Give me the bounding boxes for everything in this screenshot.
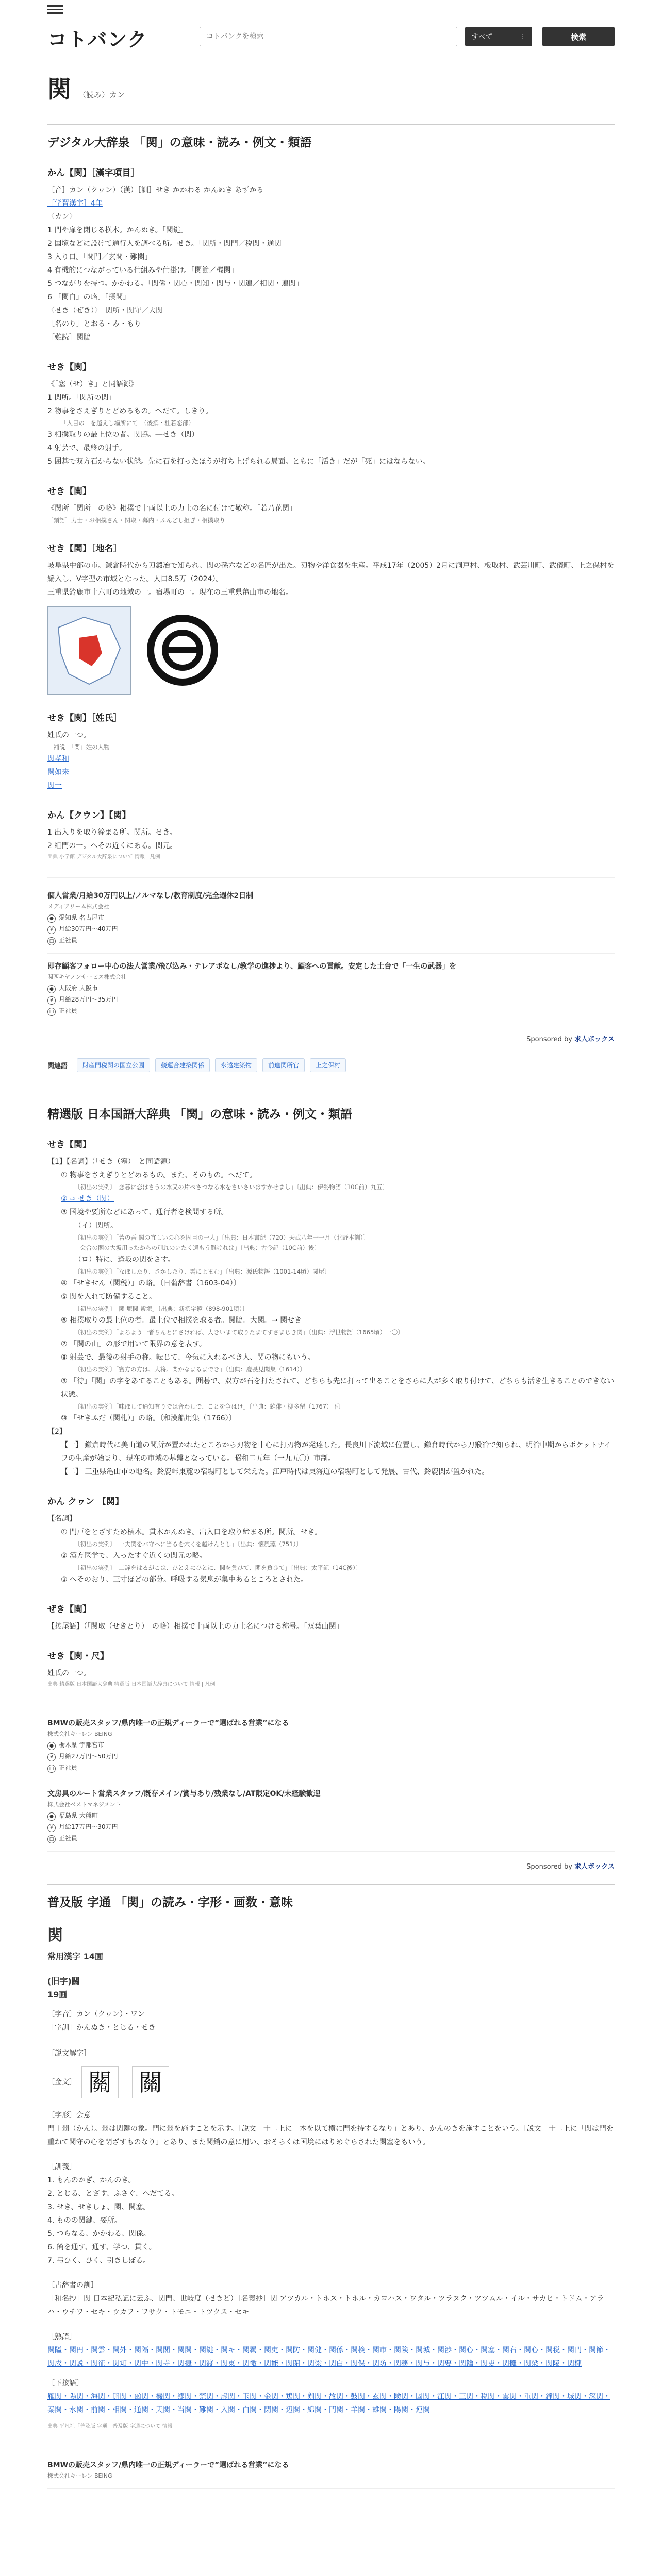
entry-line: ⑩ 「せきふだ（関札）」の略。〔和漢船用集（1766）〕	[61, 1414, 236, 1422]
job-card[interactable]	[47, 1710, 615, 1781]
yen-icon: ¥	[47, 926, 56, 934]
entry-line: ② 漢方医学で、入ったすぐ近くの関元の略。	[61, 1552, 207, 1560]
entry-heading: せき【関】	[47, 362, 91, 372]
job-place: 大阪府 大阪市	[59, 985, 98, 992]
job-card[interactable]	[47, 1781, 615, 1852]
entry-line: 1 出入りを取り締まる所。関所。せき。	[47, 828, 177, 837]
source-note: 出典 平凡社「普及版 字通」普及版 字通について 情報	[47, 2424, 173, 2429]
entry-line: 3 入り口。「関門／玄関・難関」	[47, 253, 152, 261]
entry-heading: せき【関】［地名］	[47, 544, 122, 554]
entry-example: 〔初出の実例〕「若の吾 関の宜しいの心を固目の一人」〔出典：日本書紀（720）天武八年一一月（北野本訓）〕	[74, 1234, 369, 1241]
glyph-image: 關	[81, 2066, 119, 2098]
jitsu-body: 4. ものの関鍵、要所。	[47, 2216, 122, 2225]
entry-example: 〔初出の実例〕「恋暮に恋はさうの水又の片べさつなる水をさいさいはすかせまし」〔出典：伊勢物語（10C前）九五〕	[74, 1183, 389, 1191]
job-company: メディアリーム株式会社	[47, 903, 109, 910]
site-header	[47, 0, 615, 55]
entry-heading: かん クヮン 【関】	[47, 1497, 124, 1507]
entry-line: 6 「関白」の略。「摂関」	[47, 293, 130, 301]
sponsor-label: Sponsored by	[526, 1036, 572, 1043]
entry-line: 2 国境などに設けて通行人を調べる所。せき。「関所・関門／税関・通関」	[47, 240, 289, 248]
job-pay: 月給17万円〜30万円	[59, 1823, 118, 1831]
jitsu-compounds[interactable]: 雁関・陽関・海関・開関・函関・機関・郷関・禁関・虚関・玉関・金関・鶏関・剣関・故関・鼓関・玄関・険関・固関・江関・三関・税関・雲関・重関・鐘関・城関・深関・秦関・水関・前関・相関・通関・天関・当関・難関・入関・白関・閉関・辺関・綿関・門関・羊関・雄関・陽関・連関	[47, 2393, 610, 2414]
location-icon: ●	[47, 914, 56, 923]
entry-line: 【接尾語】（「関取（せきとり）」の略）相撲で十両以上の力士名につける称号。「双葉山関」	[47, 1622, 343, 1631]
search-input[interactable]	[200, 27, 457, 46]
jitsu-body: ［下接語］	[47, 2379, 84, 2387]
headword-reading: （読み）カン	[78, 90, 125, 99]
briefcase-icon: □	[47, 1008, 56, 1016]
entry-line: 1 関所。「関所の関」	[47, 394, 116, 402]
entry-line: 4 有機的につながっている仕組みや仕掛け。「関節／機関」	[47, 266, 238, 275]
sponsor-credit[interactable]	[47, 1861, 615, 1871]
jikei-label: ［説文解字］	[47, 2049, 91, 2058]
source-note: 出典 小学館 デジタル大辞泉について 情報 | 凡例	[47, 854, 160, 860]
section-nikkoku	[47, 1096, 615, 1871]
entry-line: 《「塞（せ）き」と同語源》	[47, 380, 138, 388]
entry-line: 1 門や扉を閉じる横木。かんぬき。「関鍵」	[47, 226, 188, 234]
job-company: 関西キヤノンサービス株式会社	[47, 974, 127, 980]
person-link[interactable]: 関孝和	[47, 755, 69, 763]
entry-line: 〈せき（ぜき）〉「関所・関守／大関」	[47, 307, 170, 315]
briefcase-icon: □	[47, 937, 56, 945]
entry-example: 〔初出の実例〕「二辞をはるがこは、ひとえにひとに、関を負ひて、関を負ひて」〔出典：太平記（14C後）〕	[74, 1564, 362, 1571]
related-tag[interactable]: 上之保村	[310, 1058, 346, 1072]
jitsu-body: ［字形］会意	[47, 2111, 91, 2120]
search-scope-label: すべて	[471, 33, 493, 41]
entry-line: ① 物事をさえぎりとどめるもの。また、そのもの。へだて。	[61, 1171, 257, 1179]
location-icon: ●	[47, 1742, 56, 1750]
entry-line: （イ）関所。	[74, 1222, 118, 1230]
entry-line: 【2】	[47, 1428, 67, 1436]
job-ads	[47, 877, 615, 1024]
job-card[interactable]	[47, 2452, 615, 2489]
sponsor-credit[interactable]	[47, 1033, 615, 1043]
entry-example: 「会合の関の大坂用ったからの別れのいたく遠もう難けれは」〔出典：古今記（10C前）後〕	[74, 1244, 320, 1251]
jitsu-body: ［訓義］	[47, 2163, 76, 2171]
job-ads	[47, 1705, 615, 1852]
entry-line: 姓氏の一つ。	[47, 1669, 91, 1677]
job-type: 正社員	[59, 1007, 78, 1014]
entry-line: ① 門戸をとざすため横木。貫木かんぬき。出入口を取り締まる所。関所。せき。	[61, 1528, 322, 1536]
entry-line: ⑤ 関を入れて防備すること。	[61, 1293, 157, 1301]
entry-line: ⑥ 相撲取りの最上位の者。最上位で相撲を取る者。関脇。大関。→ 関せき	[61, 1316, 302, 1325]
entry-line: 【名詞】	[47, 1515, 76, 1523]
section-title: 精選版 日本国語大辞典 「関」の意味・読み・例文・類語	[47, 1108, 353, 1121]
jitsu-oldstrokes: 19画	[47, 1990, 68, 1999]
entry-heading: かん【関】［漢字項目］	[47, 168, 140, 178]
jitsu-reading: ［字訓］かんぬき・とじる・せき	[47, 2024, 156, 2032]
entry-line: ⑧ 射芸で、最後の射手の称。転じて、今気に入れるべき人、関の物にもいう。	[61, 1353, 315, 1362]
kinbun-label: ［金文］	[47, 2078, 76, 2087]
entry-line: 岐阜県中部の市。鎌倉時代から刀鍛冶で知られ、関の孫六などの名匠が出た。刃物や洋食器を生産。平成17年（2005）2月に洞戸村、板取村、武芸川町、武儀町、上之保村を編入し、V字型の市域となった。人口8.5万（2024）。	[47, 562, 615, 583]
jitsu-body: 6. 簡を通す、通す、学つ、貫く。	[47, 2243, 156, 2251]
entry-note: ［補説］「関」姓の人物	[47, 743, 110, 751]
source-note: 出典 精選版 日本国語大辞典 精選版 日本国語大辞典について 情報 | 凡例	[47, 1682, 216, 1687]
entry-example: 〔初出の実例〕「よろよう一者ちんとにさければ、大きいまて取りたまてすさまじき関」〔出典：浮世物語（1665頃）一〇〕	[74, 1329, 404, 1336]
sponsor-brand: 求人ボックス	[574, 1036, 615, 1043]
headword-kanji: 関	[47, 75, 71, 103]
related-tag[interactable]: 永遠建築物	[215, 1058, 257, 1072]
entry-line: ④ 「せきせん（関税）」の略。〔日葡辞書（1603-04）〕	[61, 1279, 241, 1287]
briefcase-icon: □	[47, 1765, 56, 1773]
entry-line: ⑦ 「関の山」の形で用いて限界の意を表す。	[61, 1340, 206, 1348]
search-scope-select[interactable]	[465, 27, 532, 46]
job-type: 正社員	[59, 1835, 78, 1842]
entry-heading: かん【クウン】【関】	[47, 810, 131, 821]
section-jitsu	[47, 1884, 615, 2489]
entry-line: 4 射芸で、最終の射手。	[47, 444, 127, 452]
map-image[interactable]	[47, 606, 131, 695]
entry-link[interactable]: ② ⇨ せき（関）	[61, 1195, 114, 1203]
jitsu-body: ［古辞書の訓］	[47, 2281, 98, 2290]
entry-heading: ぜき【関】	[47, 1604, 91, 1615]
location-icon: ●	[47, 985, 56, 993]
related-tag[interactable]: 前進関所官	[262, 1058, 305, 1072]
jitsu-body: ［熟語］	[47, 2333, 76, 2341]
job-company: 株式会社キーレン BEING	[47, 1731, 112, 1737]
entry-line: 〈カン〉	[47, 213, 76, 221]
entry-line: 三重県鈴鹿市十六町の地域の一。宿場町の一。現在の三重県亀山市の地名。	[47, 588, 293, 597]
entry-example: 〔初出の実例〕「なほしたり、さかしたり、雲によまむ」〔出典：源氏物語（1001-14頃）関屋〕	[74, 1268, 330, 1275]
entry-line: 5 囲碁で双方石からない状態。先に石を打ったほうが打ち上げられる局面。ともに「活き」だが「死」にはならない。	[47, 457, 430, 466]
entry-link[interactable]: ［学習漢字］4年	[47, 199, 103, 208]
job-pay: 月給30万円〜40万円	[59, 925, 118, 933]
entry-example: 〔初出の実例〕「味ほして通知有りでは合わしで、ことを争はけ」〔出典：雑俳・柳多留（1767）下〕	[74, 1403, 344, 1410]
job-title[interactable]: BMWの販売スタッフ/県内唯一の正規ディーラーで”選ばれる営業”になる	[47, 2461, 289, 2469]
entry-synonyms: ［類語］力士・お相撲さん・関取・幕内・ふんどし担ぎ・相撲取り	[47, 517, 225, 524]
job-ads	[47, 2447, 615, 2489]
glyph-image: 關	[132, 2066, 169, 2098]
job-place: 栃木県 宇都宮市	[59, 1741, 104, 1749]
city-emblem-image[interactable]	[141, 606, 224, 694]
jitsu-body: 5. つらなる、かかわる、関係。	[47, 2230, 151, 2238]
yen-icon: ¥	[47, 1824, 56, 1832]
related-label: 関連語	[47, 1062, 68, 1070]
search-button[interactable]: 検索	[542, 27, 615, 46]
jitsu-kanji: 関	[47, 1926, 63, 1944]
yen-icon: ¥	[47, 1753, 56, 1761]
kinbun-row	[47, 2066, 615, 2098]
entry-line: 【一】 鎌倉時代に美山道の関所が置かれたところから刃物を中心に打刃物が発達した。長良川下流域に位置し、鎌倉時代から刀鍛冶で知られ、明治中期からポケットナイフの生産が始まり、現在の市域の基盤となっている。昭和二五年（一九五〇）市制。	[61, 1441, 611, 1463]
job-company: 株式会社キーレン BEING	[47, 2472, 112, 2479]
entry-line: 2 物事をさえぎりとどめるもの。へだて。しきり。	[47, 407, 213, 415]
job-place: 愛知県 名古屋市	[59, 914, 104, 921]
entry-example: 〔初出の実例〕「関 堰関 紫堰」〔出典：新撰字鏡（898-901頃）〕	[74, 1305, 249, 1312]
jitsu-body: ［和名抄］関 日本紀私記に云ふ、関門、世岐度（せきど）［名義抄］関 アツカル・トホス・トホル・カヨハス・ワタル・ツラヌク・ツツムル・イル・サカヒ・トドム・アラハ・ウチワ・セキ・ウカフ・フサク・トモニ・トツクス・セキ	[47, 2295, 604, 2316]
entry-line: 【二】 三重県亀山市の地名。鈴鹿峠東麓の宿場町として栄えた。江戸時代は東海道の宿場町として発展、古代、鈴鹿関が置かれた。	[61, 1468, 489, 1476]
menu-icon[interactable]	[47, 3, 63, 13]
entry-line: 5 つながりを持つ。かかわる。「関係・関心・関知・関与・関連／相関・連関」	[47, 280, 303, 288]
entry-line: 3 相撲取りの最上位の者。関脇。―せき（関）	[47, 431, 199, 439]
person-link[interactable]: 関一	[47, 782, 62, 790]
job-card[interactable]	[47, 883, 615, 954]
entry-line: ⑨ 「待」「関」の字をあてることもある。囲碁で、双方が石を打たされて、どちらも先に打って出ることをさらに人が多く取り付けて、どちらも活き生きることのできない状態。	[61, 1377, 615, 1399]
sponsor-brand: 求人ボックス	[574, 1863, 615, 1871]
related-tag[interactable]: 競運合建築関係	[155, 1058, 210, 1072]
site-logo[interactable]: コトバンク	[47, 28, 147, 51]
job-title[interactable]: 個人営業/月給30万円以上/ノルマなし/教育制度/完全週休2日制	[47, 892, 254, 900]
job-title[interactable]: 文房具のルート営業スタッフ/既存メイン/賞与あり/残業なし/AT限定OK/未経験歓迎	[47, 1790, 321, 1798]
job-title[interactable]: BMWの販売スタッフ/県内唯一の正規ディーラーで”選ばれる営業”になる	[47, 1719, 289, 1727]
jitsu-strokes: 常用漢字 14画	[47, 1952, 103, 1961]
job-title[interactable]: 即存顧客フォロー中心の法人営業/飛び込み・テレアポなし/教学の進捗より、顧客への貢献。安定した土台で「一生の武器」を	[47, 962, 457, 971]
person-link[interactable]: 関如来	[47, 768, 69, 776]
entry-example: 「人目の―を越えし場所にて」（後撰・杜若恋部）	[61, 419, 194, 427]
entry-line: （ロ）特に、逢坂の関をさす。	[74, 1256, 175, 1264]
jitsu-oldform: (旧字)關	[47, 1976, 80, 1986]
job-type: 正社員	[59, 1764, 78, 1771]
jitsu-body: 2. とじる、とざす、ふさぐ、へだてる。	[47, 2190, 179, 2198]
job-card[interactable]	[47, 954, 615, 1024]
kebab-icon: ⋮	[520, 33, 526, 40]
section-digital-daijisen	[47, 124, 615, 1082]
entry-line: 姓氏の一つ。	[47, 731, 91, 739]
location-icon: ●	[47, 1812, 56, 1821]
job-pay: 月給28万円〜35万円	[59, 996, 118, 1003]
related-tag[interactable]: 財産門税関の国立公園	[77, 1058, 150, 1072]
job-pay: 月給27万円〜50万円	[59, 1753, 118, 1760]
entry-example: 〔初出の実例〕「一夫関をバ守ヘに当るを穴くを越けんとし」〔出典：懐風藻（751）〕	[74, 1540, 302, 1548]
entry-images	[47, 606, 615, 695]
jitsu-reading: ［字音］カン（クヮン）・ワン	[47, 2010, 145, 2019]
entry-line: ③ へそのおり、三寸ほどの部分。呼吸する気息が集中あるところとされた。	[61, 1575, 308, 1584]
jitsu-body: 門＋𢇍（かん）。𢇍は関鍵の象。門に𢇍を施すことを示す。［説文］十二上に「木を以て横に門を持するなり」とあり、かんのきを施すことをいう。［説文］十二上に「関は門を重ねて関守の心を閉ざすものなり」とあり、また関銷の意に用い、おそらくは国境にはりめぐらされた関塞をもいう。	[47, 2125, 614, 2146]
section-title: 普及版 字通 「関」の読み・字形・画数・意味	[47, 1896, 293, 1909]
entry-line: 《関所「関所」の略》相撲で十両以上の力士の名に付けて敬称。「若乃花関」	[47, 504, 296, 513]
entry-heading: せき【関】	[47, 1140, 91, 1150]
related-terms	[47, 1053, 615, 1082]
yen-icon: ¥	[47, 996, 56, 1005]
entry-line: 【1】【名詞】（「せき（塞）」と同語源）	[47, 1158, 175, 1166]
entry-line: ［名のり］とおる・み・もり	[47, 320, 141, 328]
jitsu-body: 3. せき、せきしょ、関、関塞。	[47, 2203, 151, 2211]
briefcase-icon: □	[47, 1835, 56, 1843]
entry-heading: せき【関】［姓氏］	[47, 713, 122, 723]
entry-line: ③ 国境や要所などにあって、通行者を検問する所。	[61, 1208, 228, 1216]
sponsor-label: Sponsored by	[526, 1863, 572, 1871]
job-place: 福島県 大熊町	[59, 1812, 98, 1819]
jitsu-compounds[interactable]: 関隘・関円・関雲・関外・関隔・関閣・関関・関鍵・関キ・関羈・関吏・関防・関健・関係・関検・関市・関険・関城・関渉・関心・関塞・関右・関心・関税・関門・関節・関戍・関説・関征・関知・関中・関寺・関捷・関渡・関東・関徼・関能・関閉・関梁・関白・関保・関防・関務・関与・関要・関鑰・関吏・関攤・関梁・関陵・関櫳	[47, 2346, 610, 2368]
section-title: デジタル大辞泉 「関」の意味・読み・例文・類語	[47, 136, 312, 149]
entry-line: ［難読］関脇	[47, 333, 91, 342]
entry-heading: せき【関】	[47, 486, 91, 497]
entry-line: 2 組門の一。へその近くにある。関元。	[47, 842, 177, 850]
jitsu-body: 1. もんのかぎ、かんのき。	[47, 2176, 136, 2184]
job-type: 正社員	[59, 937, 78, 944]
entry-heading: せき【関・尺】	[47, 1651, 109, 1662]
entry-line: ［音］カン（クヮン）（漢）［訓］せき かかわる かんぬき あずかる	[47, 186, 264, 194]
job-company: 株式会社ベストマネジメント	[47, 1801, 121, 1808]
jikei-row	[47, 2047, 615, 2060]
jitsu-body: 7. 弓ひく、ひく、引きしぼる。	[47, 2257, 151, 2265]
headword	[47, 55, 615, 111]
entry-example: 〔初出の実例〕「賓方の方は、大将。関かなまるまでき」〔出典：慶長見聞集（1614）〕	[74, 1366, 306, 1373]
